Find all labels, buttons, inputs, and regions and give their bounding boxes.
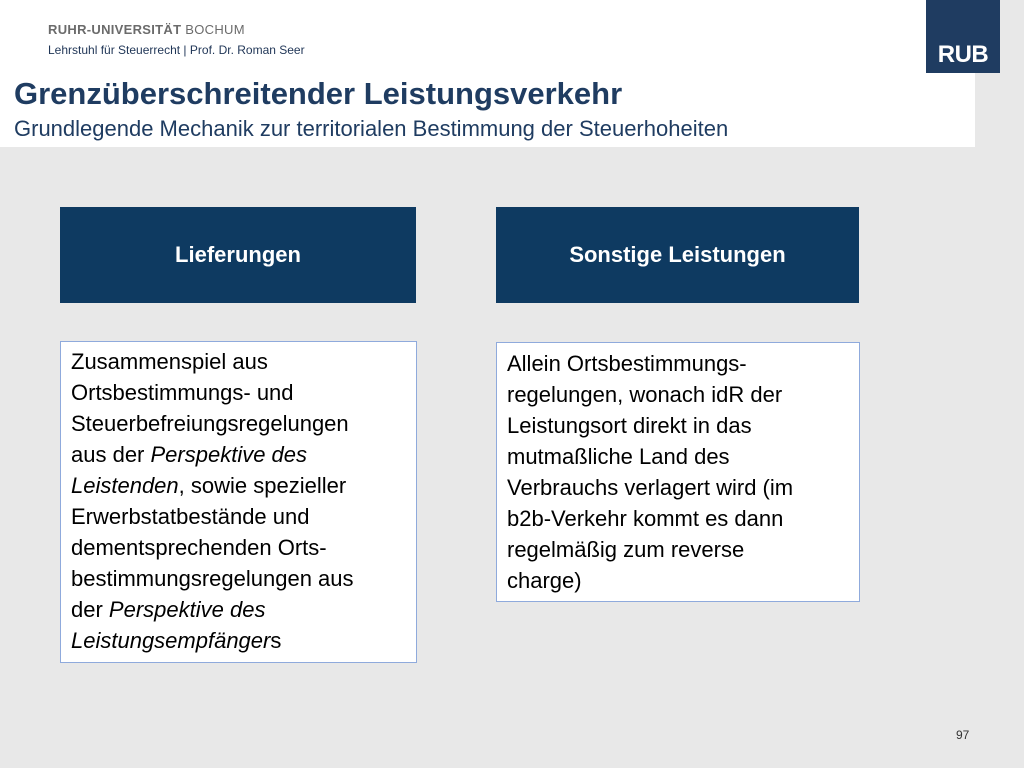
body-text: Erwerbstatbestände und xyxy=(71,504,310,529)
text-line xyxy=(71,346,408,377)
body-text: regelungen, wonach idR der xyxy=(507,382,783,407)
text-line xyxy=(507,410,851,441)
body-text: Leistungsort direkt in das xyxy=(507,413,752,438)
chair-line xyxy=(48,43,305,57)
body-text: Zusammenspiel aus xyxy=(71,349,268,374)
text-line xyxy=(71,408,408,439)
slide-header xyxy=(0,0,975,147)
body-text: Verbrauchs verlagert wird (im xyxy=(507,475,794,500)
page-number: 97 xyxy=(956,728,970,742)
text-line xyxy=(71,625,408,656)
text-line xyxy=(507,379,851,410)
university-name: RUHR-UNIVERSITÄT BOCHUM xyxy=(48,22,245,37)
body-text: Steuerbefreiungsregelungen xyxy=(71,411,349,436)
text-line xyxy=(71,563,408,594)
body-text: mutmaßliche Land des xyxy=(507,444,730,469)
text-line xyxy=(71,501,408,532)
body-text: Ortsbestimmungs- und xyxy=(71,380,294,405)
emphasis-text: Perspektive des xyxy=(150,442,308,467)
slide-title: Grenzüberschreitender Leistungsverkehr xyxy=(14,76,623,111)
text-line xyxy=(507,441,851,472)
rub-logo: RUB xyxy=(926,0,1000,73)
text-line xyxy=(507,348,851,379)
body-text: , sowie spezieller xyxy=(178,473,347,498)
body-text: aus der xyxy=(71,442,151,467)
body-text: dementsprechenden Orts- xyxy=(71,535,327,560)
body-text: der xyxy=(71,597,109,622)
text-line xyxy=(71,532,408,563)
emphasis-text: Perspektive des xyxy=(108,597,266,622)
text-line xyxy=(71,439,408,470)
text-line xyxy=(507,534,851,565)
text-line xyxy=(71,594,408,625)
body-text: Allein Ortsbestimmungs- xyxy=(507,351,747,376)
heading-sonstige-leistungen: Sonstige Leistungen xyxy=(496,207,859,303)
slide-subtitle: Grundlegende Mechanik zur territorialen Bestimmung der Steuerhoheiten xyxy=(14,116,729,141)
professor-name: Prof. Dr. Roman Seer xyxy=(189,43,305,57)
emphasis-text: Leistenden xyxy=(71,473,179,498)
body-text: regelmäßig zum reverse xyxy=(507,537,745,562)
text-line xyxy=(507,503,851,534)
body-text: s xyxy=(270,628,282,653)
text-line xyxy=(507,472,851,503)
body-text: b2b-Verkehr kommt es dann xyxy=(507,506,784,531)
emphasis-text: Leistungsempfänger xyxy=(71,628,271,653)
separator: | xyxy=(183,43,187,57)
body-text: charge) xyxy=(507,568,582,593)
body-text: bestimmungsregelungen aus xyxy=(71,566,354,591)
text-line xyxy=(507,565,851,596)
heading-lieferungen: Lieferungen xyxy=(60,207,416,303)
text-box-lieferungen xyxy=(60,341,417,663)
text-line xyxy=(71,470,408,501)
chair-name: Lehrstuhl für Steuerrecht xyxy=(48,43,181,57)
text-box-sonstige-leistungen xyxy=(496,342,860,602)
text-line xyxy=(71,377,408,408)
